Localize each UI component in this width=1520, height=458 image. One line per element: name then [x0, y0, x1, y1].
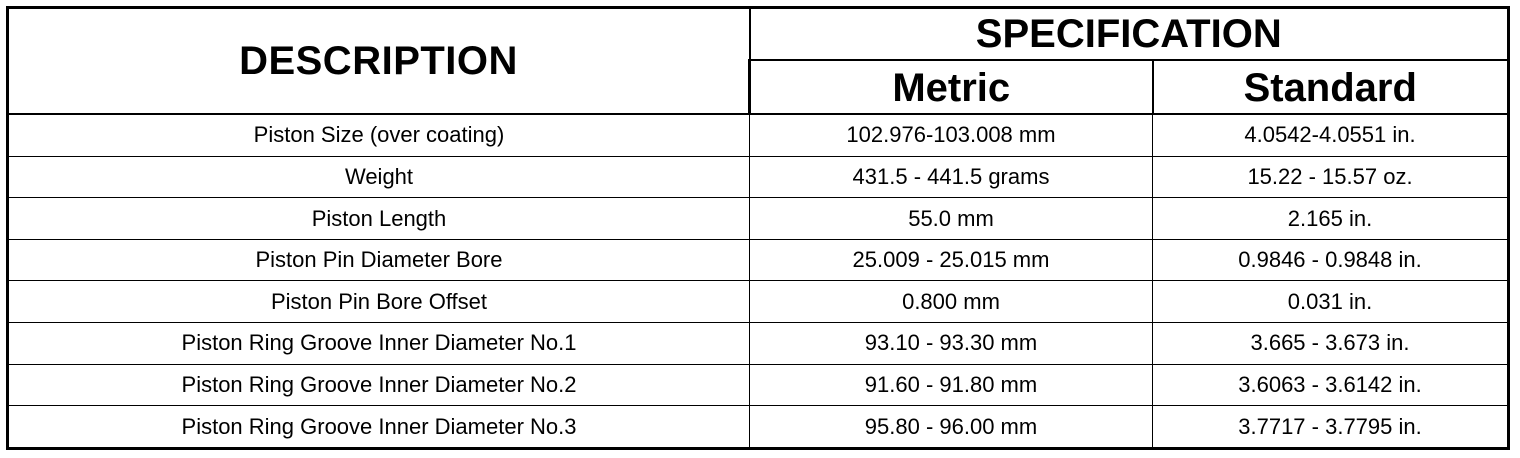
header-row-top — [8, 8, 1509, 61]
description-cell: Piston Size (over coating) — [8, 114, 750, 156]
description-cell: Piston Ring Groove Inner Diameter No.3 — [8, 406, 750, 449]
table-row — [8, 323, 1509, 365]
standard-cell: 0.031 in. — [1153, 281, 1509, 323]
standard-cell: 0.9846 - 0.9848 in. — [1153, 239, 1509, 281]
description-cell: Piston Ring Groove Inner Diameter No.1 — [8, 323, 750, 365]
standard-cell: 15.22 - 15.57 oz. — [1153, 156, 1509, 198]
description-header: DESCRIPTION — [8, 8, 750, 115]
standard-cell: 2.165 in. — [1153, 198, 1509, 240]
metric-cell: 25.009 - 25.015 mm — [750, 239, 1153, 281]
table-row — [8, 198, 1509, 240]
standard-cell: 4.0542-4.0551 in. — [1153, 114, 1509, 156]
metric-header: Metric — [750, 60, 1153, 114]
metric-cell: 91.60 - 91.80 mm — [750, 364, 1153, 406]
description-cell: Piston Ring Groove Inner Diameter No.2 — [8, 364, 750, 406]
specification-header: SPECIFICATION — [750, 8, 1509, 61]
table-row — [8, 156, 1509, 198]
standard-cell: 3.665 - 3.673 in. — [1153, 323, 1509, 365]
metric-cell: 55.0 mm — [750, 198, 1153, 240]
metric-cell: 431.5 - 441.5 grams — [750, 156, 1153, 198]
metric-cell: 93.10 - 93.30 mm — [750, 323, 1153, 365]
description-cell: Piston Pin Bore Offset — [8, 281, 750, 323]
standard-cell: 3.7717 - 3.7795 in. — [1153, 406, 1509, 449]
metric-cell: 95.80 - 96.00 mm — [750, 406, 1153, 449]
description-cell: Piston Pin Diameter Bore — [8, 239, 750, 281]
table-header — [8, 8, 1509, 115]
table-row — [8, 239, 1509, 281]
table-body — [8, 114, 1509, 449]
standard-cell: 3.6063 - 3.6142 in. — [1153, 364, 1509, 406]
piston-specification-table — [6, 6, 1510, 450]
standard-header: Standard — [1153, 60, 1509, 114]
description-cell: Piston Length — [8, 198, 750, 240]
metric-cell: 102.976-103.008 mm — [750, 114, 1153, 156]
table-row — [8, 406, 1509, 449]
table-row — [8, 114, 1509, 156]
metric-cell: 0.800 mm — [750, 281, 1153, 323]
table-row — [8, 364, 1509, 406]
description-cell: Weight — [8, 156, 750, 198]
table-row — [8, 281, 1509, 323]
